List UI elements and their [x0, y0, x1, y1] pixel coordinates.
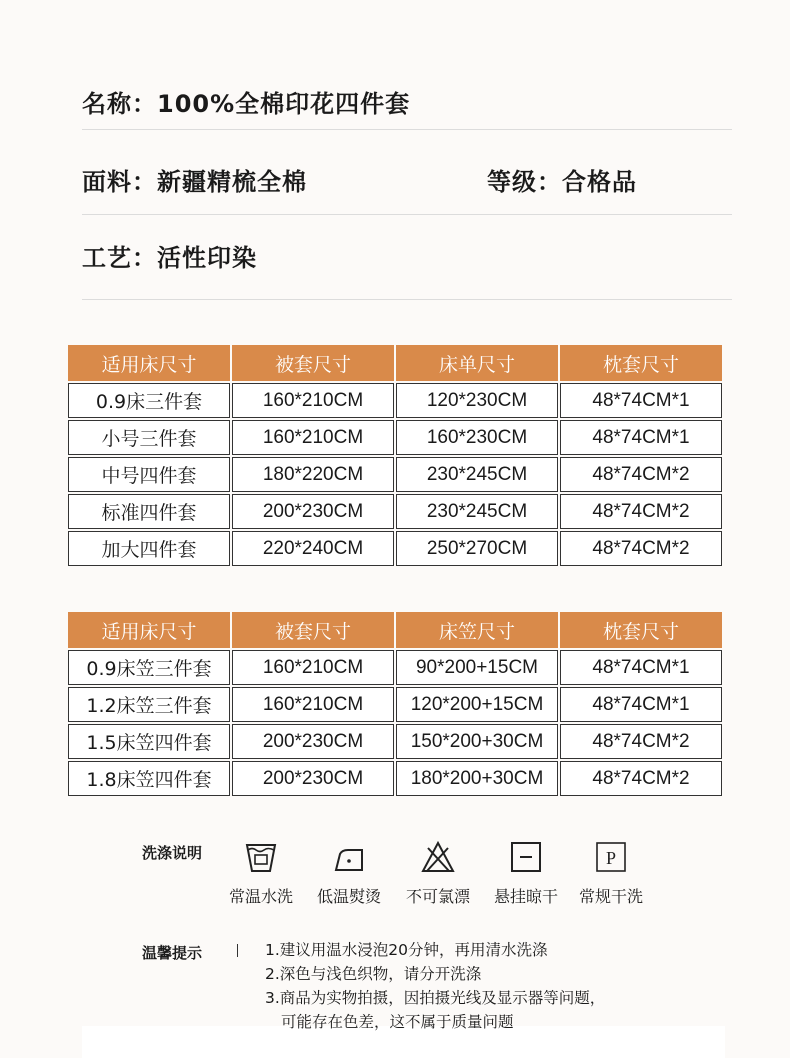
tips-list [265, 938, 605, 1034]
cell-pillowcase-size: 48*74CM*2 [560, 761, 722, 796]
cell-fitted-sheet-size: 150*200+30CM [396, 724, 558, 759]
wash-caption: 常温水洗 [228, 887, 293, 906]
wash-item [216, 840, 306, 907]
wash-item [566, 840, 656, 907]
cell-bed-size: 标准四件套 [68, 494, 230, 529]
cell-fitted-sheet-size: 180*200+30CM [396, 761, 558, 796]
table-row [68, 494, 722, 529]
cell-bed-size: 1.8床笠四件套 [68, 761, 230, 796]
table-row [68, 457, 722, 492]
header-bed-size: 适用床尺寸 [68, 345, 230, 381]
cell-duvet-size: 160*210CM [232, 420, 394, 455]
cell-sheet-size: 250*270CM [396, 531, 558, 566]
divider [82, 214, 732, 215]
dry-clean-icon [594, 840, 628, 874]
header-pillowcase-size: 枕套尺寸 [560, 345, 722, 381]
cell-duvet-size: 220*240CM [232, 531, 394, 566]
cell-pillowcase-size: 48*74CM*2 [560, 457, 722, 492]
cell-pillowcase-size: 48*74CM*1 [560, 383, 722, 418]
dry-clean-symbol: P [605, 848, 617, 868]
table-header-row [68, 345, 722, 381]
table-row [68, 650, 722, 685]
cell-pillowcase-size: 48*74CM*2 [560, 494, 722, 529]
cell-fitted-sheet-size: 90*200+15CM [396, 650, 558, 685]
low-temp-iron-icon [328, 840, 370, 874]
cell-pillowcase-size: 48*74CM*2 [560, 724, 722, 759]
cell-pillowcase-size: 48*74CM*1 [560, 687, 722, 722]
table-row [68, 724, 722, 759]
cell-duvet-size: 180*220CM [232, 457, 394, 492]
no-chlorine-bleach-icon [421, 840, 455, 874]
header-duvet-size: 被套尺寸 [232, 612, 394, 648]
tip-line: 3.商品为实物拍摄，因拍摄光线及显示器等问题， [265, 989, 606, 1007]
header-duvet-size: 被套尺寸 [232, 345, 394, 381]
wash-caption: 悬挂晾干 [493, 887, 558, 906]
cell-duvet-size: 200*230CM [232, 761, 394, 796]
cell-sheet-size: 230*245CM [396, 457, 558, 492]
wash-caption: 不可氯漂 [405, 887, 470, 906]
size-table-fitted [66, 610, 724, 798]
table-row [68, 687, 722, 722]
header-bed-size: 适用床尺寸 [68, 612, 230, 648]
cell-bed-size: 1.5床笠四件套 [68, 724, 230, 759]
craft-label: 工艺：活性印染 [82, 244, 257, 272]
tip-line: 2.深色与浅色织物，请分开洗涤 [265, 965, 482, 983]
tip-line: 1.建议用温水浸泡20分钟，再用清水洗涤 [265, 941, 548, 959]
header-pillowcase-size: 枕套尺寸 [560, 612, 722, 648]
cell-pillowcase-size: 48*74CM*2 [560, 531, 722, 566]
wash-item [481, 840, 571, 907]
cell-pillowcase-size: 48*74CM*1 [560, 650, 722, 685]
table-row [68, 761, 722, 796]
cell-sheet-size: 160*230CM [396, 420, 558, 455]
product-name: 名称：100%全棉印花四件套 [82, 90, 411, 118]
header-fitted-sheet-size: 床笠尺寸 [396, 612, 558, 648]
cell-bed-size: 小号三件套 [68, 420, 230, 455]
grade-label: 等级：合格品 [487, 168, 637, 196]
table-row [68, 383, 722, 418]
cell-fitted-sheet-size: 120*200+15CM [396, 687, 558, 722]
wash-instructions-title: 洗涤说明 [142, 844, 203, 862]
cell-bed-size: 加大四件套 [68, 531, 230, 566]
tips-title: 温馨提示 [142, 944, 203, 962]
table-row [68, 420, 722, 455]
cell-duvet-size: 200*230CM [232, 494, 394, 529]
cell-sheet-size: 230*245CM [396, 494, 558, 529]
wash-item [393, 840, 483, 907]
cell-bed-size: 中号四件套 [68, 457, 230, 492]
wash-caption: 低温熨烫 [316, 887, 381, 906]
wash-item [304, 840, 394, 907]
cell-bed-size: 0.9床三件套 [68, 383, 230, 418]
cell-bed-size: 0.9床笠三件套 [68, 650, 230, 685]
divider [82, 129, 732, 130]
table-header-row [68, 612, 722, 648]
tips-separator [237, 944, 238, 957]
table-row [68, 531, 722, 566]
cell-duvet-size: 160*210CM [232, 650, 394, 685]
size-table-sheet [66, 343, 724, 568]
cell-bed-size: 1.2床笠三件套 [68, 687, 230, 722]
cell-duvet-size: 200*230CM [232, 724, 394, 759]
divider [82, 299, 732, 300]
tip-line: 可能存在色差，这不属于质量问题 [281, 1013, 514, 1031]
cell-duvet-size: 160*210CM [232, 687, 394, 722]
warm-water-wash-icon [244, 840, 278, 874]
wash-caption: 常规干洗 [578, 887, 643, 906]
header-sheet-size: 床单尺寸 [396, 345, 558, 381]
fabric-label: 面料：新疆精梳全棉 [82, 168, 307, 196]
cell-pillowcase-size: 48*74CM*1 [560, 420, 722, 455]
cell-sheet-size: 120*230CM [396, 383, 558, 418]
cell-duvet-size: 160*210CM [232, 383, 394, 418]
hang-dry-icon [509, 840, 543, 874]
